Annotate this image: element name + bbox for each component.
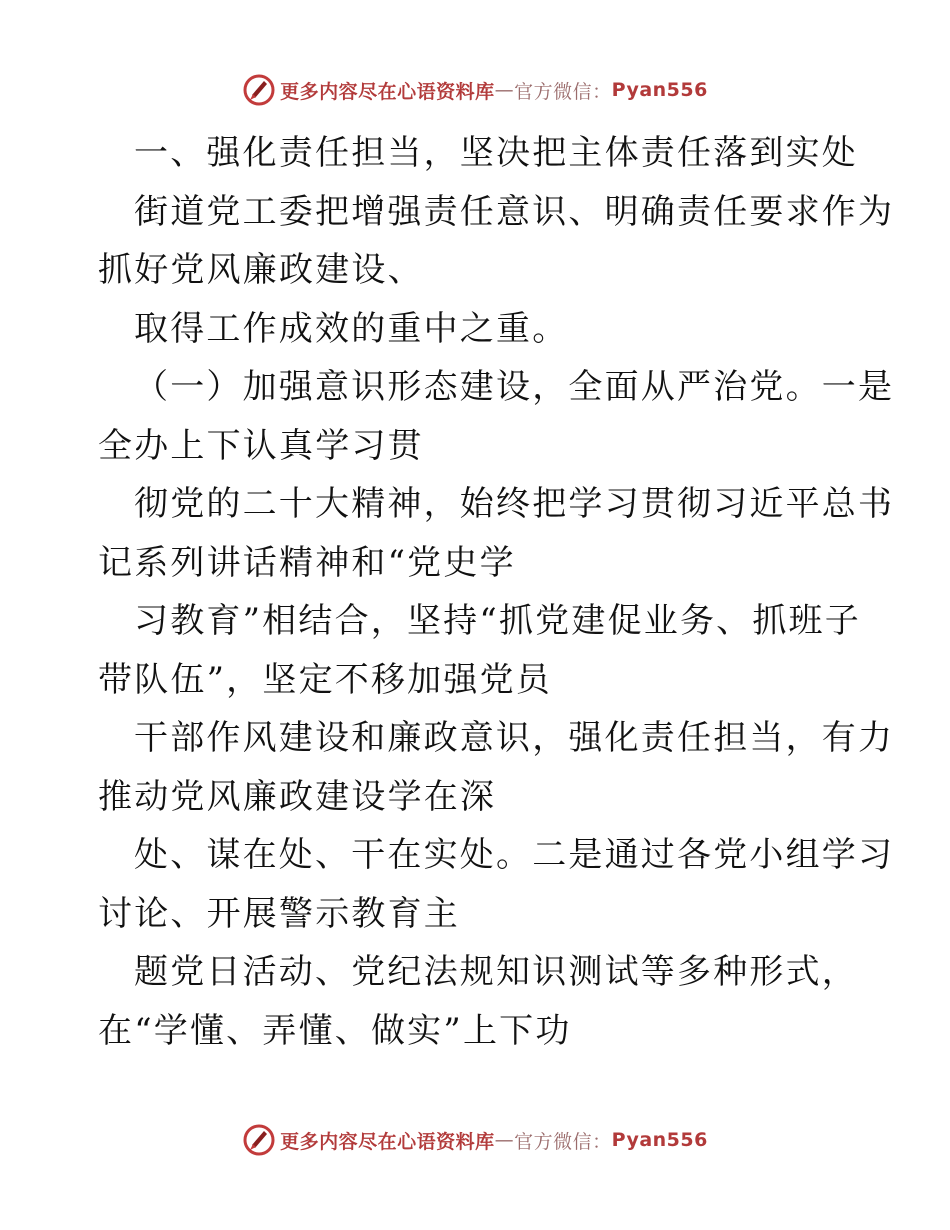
text-line: 全办上下认真学习贯 [98, 425, 424, 466]
document-body [98, 124, 895, 1060]
brand-logo-icon [242, 1123, 276, 1157]
text-line: 记系列讲话精神和“党史学 [98, 542, 516, 583]
banner-wechat-label: 官方微信： [514, 80, 612, 103]
banner-dash: — [494, 79, 515, 101]
text-line: 题党日活动、党纪法规知识测试等多种形式， [134, 952, 858, 992]
text-line: 习教育”相结合，坚持“抓党建促业务、抓班子 [134, 601, 861, 641]
footer-banner [0, 1122, 950, 1158]
text-line: 街道党工委把增强责任意识、明确责任要求作为 [134, 191, 895, 232]
banner-brand-text: 更多内容尽在心语资料库 [280, 80, 495, 103]
text-line: 在“学懂、弄懂、做实”上下功 [98, 1010, 572, 1051]
banner-wechat-id: Pyan556 [611, 79, 708, 101]
text-line: 取得工作成效的重中之重。 [134, 308, 569, 349]
banner-wechat-label: 官方微信： [514, 1130, 612, 1153]
text-line: 推动党风廉政建设学在深 [98, 776, 497, 817]
text-line: 带队伍”，坚定不移加强党员 [98, 659, 552, 700]
banner-dash: — [494, 1129, 515, 1151]
text-line: 彻党的二十大精神，始终把学习贯彻习近平总书 [134, 484, 895, 524]
text-line: 处、谋在处、干在实处。二是通过各党小组学习 [134, 835, 895, 875]
text-line: 干部作风建设和廉政意识，强化责任担当，有力 [134, 718, 895, 758]
banner-wechat-id: Pyan556 [611, 1129, 708, 1151]
brand-logo-icon [242, 73, 276, 107]
banner-brand-text: 更多内容尽在心语资料库 [280, 1130, 495, 1153]
text-line: 抓好党风廉政建设、 [98, 250, 424, 290]
text-line: （一）加强意识形态建设，全面从严治党。一是 [134, 367, 895, 407]
text-line: 讨论、开展警示教育主 [98, 893, 460, 934]
header-banner [0, 72, 950, 108]
text-line: 一、强化责任担当，坚决把主体责任落到实处 [134, 133, 858, 173]
